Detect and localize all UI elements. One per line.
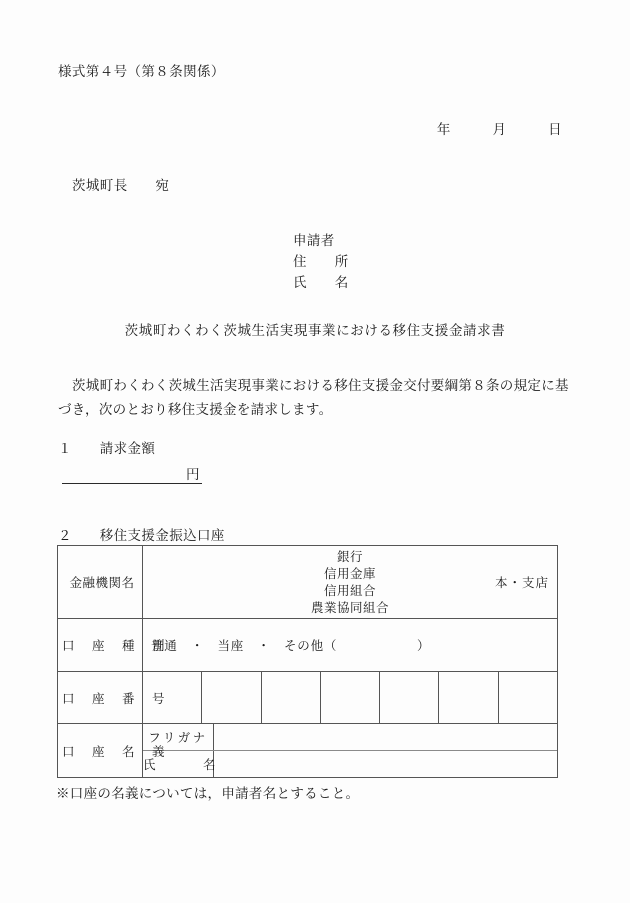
claim-amount-rule (62, 483, 202, 484)
label-account-number: 口 座 番 号 (58, 672, 143, 724)
branch-suffix: 本・支店 (494, 576, 549, 590)
body-paragraph: 茨城町わくわく茨城生活実現事業における移住支援金交付要綱第８条の規定に基づき，次のとおり移住支援金を請求します。 (58, 378, 569, 417)
subrow-holder-name (143, 751, 557, 778)
bank-type-option-3[interactable]: 農業協同組合 (310, 601, 389, 615)
account-number-cell[interactable] (498, 672, 557, 724)
bank-type-option-2[interactable]: 信用組合 (323, 584, 376, 598)
applicant-block (293, 230, 349, 293)
bank-type-option-0[interactable]: 銀行 (336, 550, 363, 564)
applicant-label: 申請者 (293, 233, 335, 248)
account-holder-group (143, 724, 558, 778)
account-number-cell[interactable] (320, 672, 379, 724)
table-row-account-type (58, 619, 558, 672)
label-account-type: 口 座 種 別 (58, 619, 143, 672)
label-furigana: フリガナ (143, 724, 214, 751)
bank-account-table (57, 545, 558, 778)
table-row-account-number (58, 672, 558, 724)
furigana-input[interactable] (214, 724, 558, 751)
section-1-heading: １ 請求金額 (58, 441, 156, 456)
date-line: 年 月 日 (436, 122, 562, 137)
label-account-holder: 口 座 名 義 (58, 724, 143, 778)
footnote: ※口座の名義については，申請者名とすること。 (56, 786, 360, 801)
account-holder-subtable (143, 724, 557, 777)
account-number-cell[interactable] (439, 672, 498, 724)
form-number: 様式第４号（第８条関係） (58, 64, 225, 79)
applicant-address-label: 住 所 (293, 254, 349, 269)
applicant-name-label: 氏 名 (293, 275, 349, 290)
bank-type-option-1[interactable]: 信用金庫 (323, 567, 376, 581)
table-row-account-holder (58, 724, 558, 778)
page-title: 茨城町わくわく茨城生活実現事業における移住支援金請求書 (124, 323, 506, 338)
subrow-furigana (143, 724, 557, 751)
label-financial-institution: 金融機関名 (58, 546, 143, 619)
account-number-cell[interactable] (202, 672, 261, 724)
label-holder-name: 氏 名 (143, 751, 214, 778)
account-number-cell[interactable] (380, 672, 439, 724)
claim-amount-field[interactable] (62, 464, 202, 484)
account-number-cell[interactable] (261, 672, 320, 724)
currency-unit: 円 (186, 467, 200, 482)
addressee: 茨城町長 宛 (72, 178, 170, 193)
holder-name-input[interactable] (214, 751, 558, 778)
table-row-financial-institution (58, 546, 558, 619)
account-type-options[interactable]: 普通 ・ 当座 ・ その他（ ） (143, 619, 558, 672)
financial-institution-input[interactable] (143, 546, 558, 619)
section-2-heading: ２ 移住支援金振込口座 (58, 528, 225, 543)
